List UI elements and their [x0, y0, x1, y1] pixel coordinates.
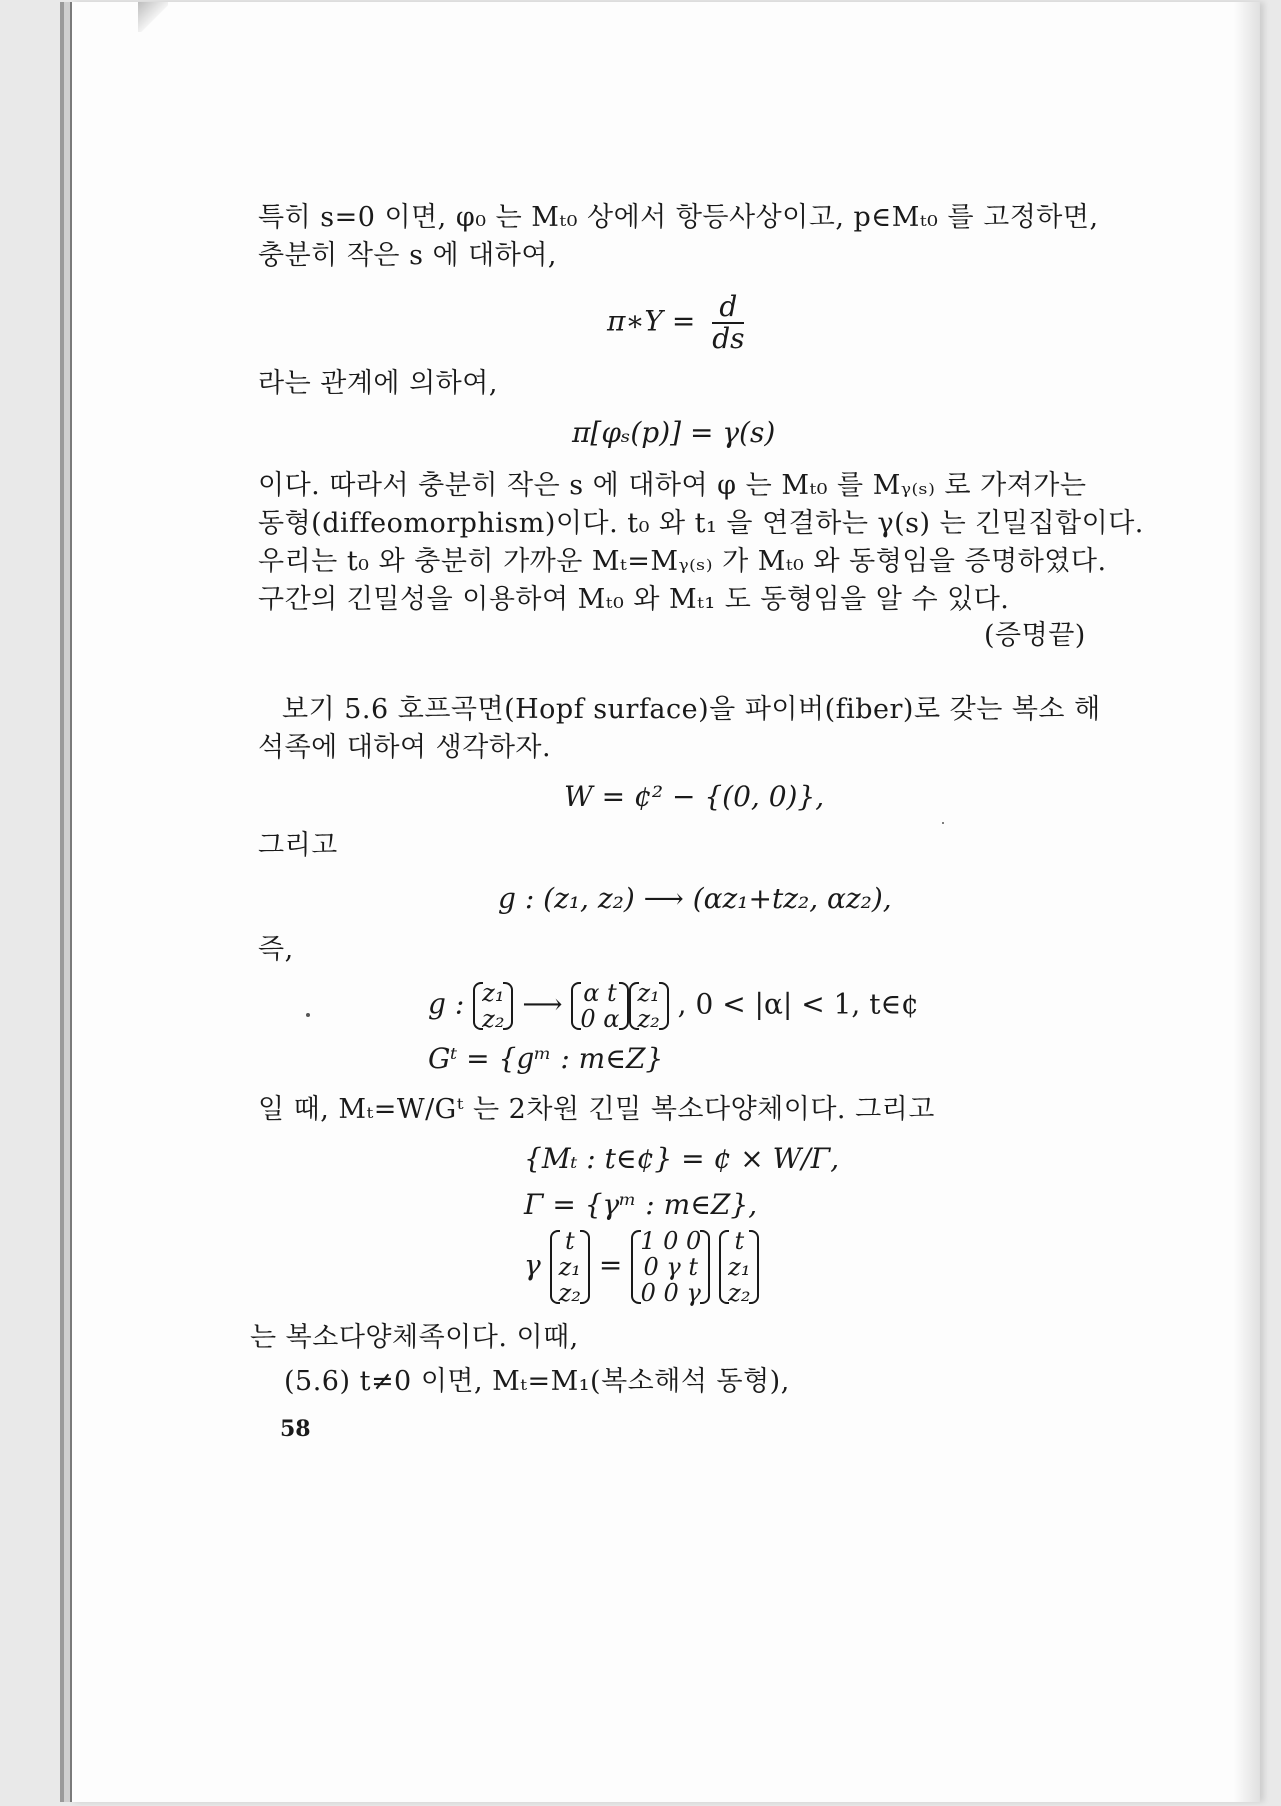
fraction-d-ds: [712, 292, 744, 354]
text-line-6: 우리는 t₀ 와 충분히 가까운 Mₜ=Mᵧ₍ₛ₎ 가 Mₜ₀ 와 동형임을 증명하였다.: [258, 546, 1107, 577]
equation-pushforward-left: π∗Y =: [607, 304, 696, 338]
vector-entry: z₁: [637, 979, 660, 1007]
text-line-10: 석족에 대하여 생각하자.: [258, 732, 552, 763]
equation-g-map: g : (z₁, z₂) ⟶ (αz₁+tz₂, αz₂),: [498, 882, 892, 915]
vector-entry: t: [564, 1227, 575, 1255]
matrix-alpha-t: [571, 980, 628, 1032]
gamma-label: γ: [524, 1248, 541, 1282]
vector-z-left: [473, 980, 513, 1032]
equals-symbol: =: [598, 1248, 623, 1282]
scan-speck: [306, 1013, 310, 1017]
vector-entry: z₂: [558, 1279, 581, 1307]
text-line-7: 구간의 긴밀성을 이용하여 Mₜ₀ 와 Mₜ₁ 도 동형임을 알 수 있다.: [258, 584, 1010, 615]
matrix-row: α t: [583, 979, 617, 1007]
text-line-11: 그리고: [258, 830, 338, 861]
text-line-4: 이다. 따라서 충분히 작은 s 에 대하여 φ 는 Mₜ₀ 를 Mᵧ₍ₛ₎ 로 가져가는: [258, 470, 1087, 501]
equation-pushforward: [607, 292, 744, 354]
book-page: [70, 2, 1260, 1802]
matrix-row: 0 α: [580, 1005, 620, 1033]
vector-z-right: [629, 980, 669, 1032]
equation-g-conditions: , 0 < |α| < 1, t∈¢: [677, 987, 919, 1021]
matrix-gamma: [631, 1228, 710, 1306]
equation-W: W = ¢² − {(0, 0)},: [564, 780, 825, 813]
text-line-3: 라는 관계에 의하여,: [258, 368, 498, 399]
scan-speck: [942, 822, 944, 824]
vector-entry: z₁: [482, 979, 505, 1007]
g-label: g :: [428, 987, 465, 1021]
example-heading-line: 보기 5.6 호프곡면(Hopf surface)을 파이버(fiber)로 갖는 복소 해: [282, 694, 1101, 725]
matrix-row: 0 0 γ: [640, 1279, 701, 1307]
equation-label-5-6-line: (5.6) t≠0 이면, Mₜ=M₁(복소해석 동형),: [284, 1366, 790, 1397]
vector-t-z-right: [719, 1228, 759, 1306]
equation-family: {Mₜ : t∈¢} = ¢ × W/Γ,: [524, 1142, 840, 1175]
fraction-numerator: d: [712, 292, 744, 324]
vector-t-z-left: [550, 1228, 590, 1306]
vector-entry: z₂: [482, 1005, 505, 1033]
equation-gamma-matrix: [524, 1228, 759, 1306]
vector-entry: z₂: [728, 1279, 751, 1307]
equation-G-group: Gᵗ = {gᵐ : m∈Z}: [428, 1042, 664, 1075]
equation-g-matrix: [428, 980, 919, 1032]
vector-entry: z₂: [637, 1005, 660, 1033]
page-number: 58: [280, 1416, 311, 1442]
vector-entry: z₁: [728, 1253, 751, 1281]
page-corner-fold: [138, 2, 168, 32]
text-line-12: 즉,: [258, 934, 294, 965]
arrow-symbol: ⟶: [522, 987, 563, 1021]
text-line-2: 충분히 작은 s 에 대하여,: [258, 240, 558, 271]
text-line-13: 일 때, Mₜ=W/Gᵗ 는 2차원 긴밀 복소다양체이다. 그리고: [258, 1094, 935, 1125]
text-line-14: 는 복소다양체족이다. 이때,: [250, 1322, 579, 1353]
vector-entry: z₁: [558, 1253, 581, 1281]
matrix-row: 1 0 0: [640, 1227, 702, 1255]
equation-Gamma: Γ = {γᵐ : m∈Z},: [524, 1188, 758, 1221]
matrix-row: 0 γ t: [643, 1253, 698, 1281]
equation-projection: π[φₛ(p)] = γ(s): [572, 416, 776, 449]
text-line-1: 특히 s=0 이면, φ₀ 는 Mₜ₀ 상에서 항등사상이고, p∈Mₜ₀ 를 고정하면,: [258, 202, 1099, 233]
vector-entry: t: [734, 1227, 745, 1255]
text-line-5: 동형(diffeomorphism)이다. t₀ 와 t₁ 을 연결하는 γ(s) 는 긴밀집합이다.: [258, 508, 1144, 539]
proof-end-mark: (증명끝): [984, 620, 1086, 651]
fraction-denominator: ds: [712, 322, 745, 355]
